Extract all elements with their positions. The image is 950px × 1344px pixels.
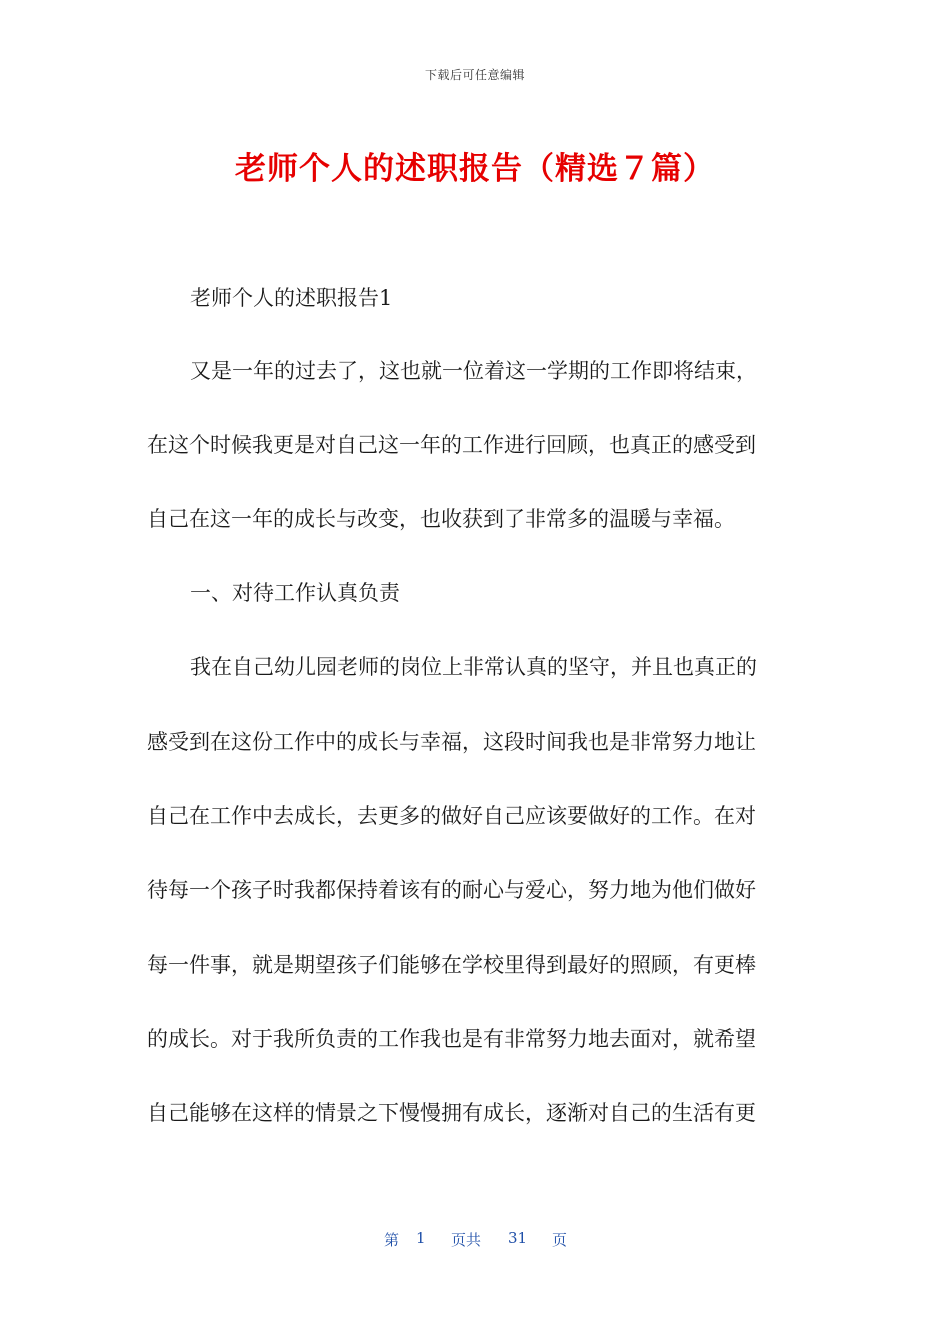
paragraph-line: 在这个时候我更是对自己这一年的工作进行回顾，也真正的感受到 (147, 433, 756, 457)
paragraph-line: 感受到在这份工作中的成长与幸福，这段时间我也是非常努力地让 (147, 730, 756, 754)
paragraph-line: 又是一年的过去了，这也就一位着这一学期的工作即将结束， (190, 359, 757, 383)
document-title: 老师个人的述职报告（精选７篇） (235, 151, 715, 187)
footer-di: 第 (384, 1231, 400, 1249)
subsection-heading: 一、对待工作认真负责 (190, 581, 400, 605)
footer-ye-gong: 页共 (451, 1231, 482, 1249)
paragraph-line: 待每一个孩子时我都保持着该有的耐心与爱心，努力地为他们做好 (147, 878, 756, 902)
paragraph-line: 的成长。对于我所负责的工作我也是有非常努力地去面对，就希望 (147, 1027, 756, 1051)
paragraph-line: 每一件事，就是期望孩子们能够在学校里得到最好的照顾，有更棒 (147, 953, 756, 977)
page-number: 1 (416, 1229, 426, 1247)
total-pages: 31 (508, 1229, 528, 1247)
footer-ye: 页 (552, 1231, 568, 1249)
paragraph-line: 我在自己幼儿园老师的岗位上非常认真的坚守，并且也真正的 (190, 655, 757, 679)
header-note: 下载后可任意编辑 (424, 68, 525, 82)
paragraph-line: 自己在工作中去成长，去更多的做好自己应该要做好的工作。在对 (147, 804, 756, 828)
paragraph-line: 自己能够在这样的情景之下慢慢拥有成长，逐渐对自己的生活有更 (147, 1101, 756, 1125)
section-heading: 老师个人的述职报告1 (190, 286, 393, 310)
paragraph-line: 自己在这一年的成长与改变，也收获到了非常多的温暖与幸福。 (147, 507, 735, 531)
